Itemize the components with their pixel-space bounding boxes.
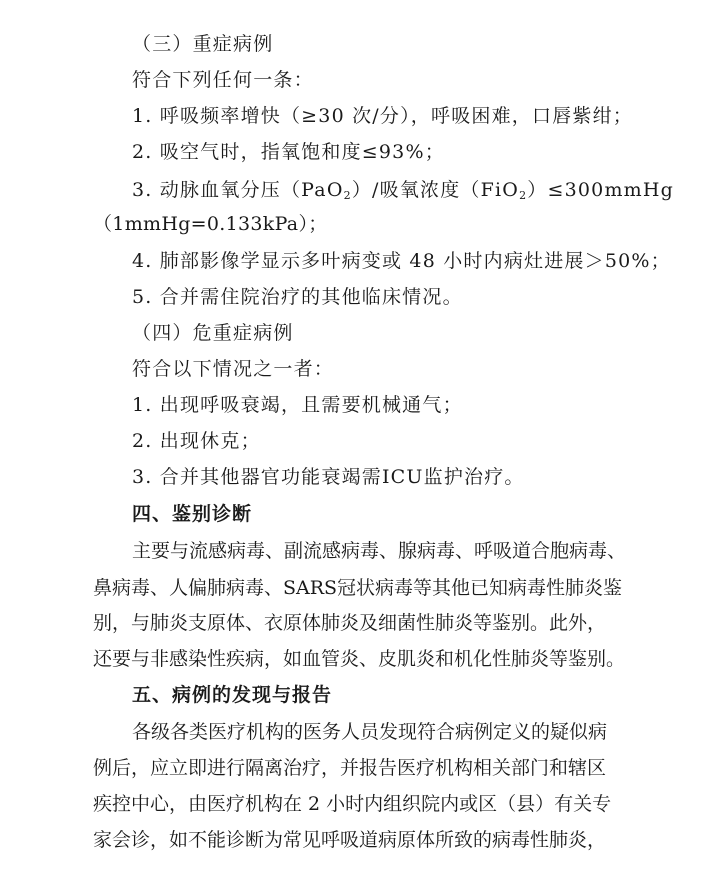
severe-item-3-continued: （1mmHg=0.133kPa）； — [93, 213, 328, 235]
differential-line-3: 别，与肺炎支原体、衣原体肺炎及细菌性肺炎等鉴别。此外， — [93, 612, 607, 634]
section-heading-reporting: 五、病例的发现与报告 — [132, 684, 333, 706]
severe-intro: 符合下列任何一条： — [132, 69, 314, 91]
severe-item-4: 4. 肺部影像学显示多叶病变或 48 小时内病灶进展＞50%； — [132, 250, 671, 272]
severe-item-3-mid: ）/吸氧浓度（FiO — [351, 179, 520, 201]
critical-item-2: 2. 出现休克； — [132, 430, 261, 452]
severe-item-3-start: 3. 动脉血氧分压（PaO — [132, 179, 344, 201]
subscript-2: 2 — [519, 189, 528, 202]
reporting-line-3: 疾控中心，由医疗机构在 2 小时内组织院内或区（县）有关专 — [93, 793, 612, 815]
reporting-line-2: 例后，应立即进行隔离治疗，并报告医疗机构相关部门和辖区 — [93, 757, 607, 779]
severe-item-1: 1. 呼吸频率增快（≥30 次/分），呼吸困难，口唇紫绀； — [132, 105, 634, 127]
severe-item-3 — [0, 172, 711, 208]
section-heading-critical: （四）危重症病例 — [132, 322, 294, 344]
reporting-line-1: 各级各类医疗机构的医务人员发现符合病例定义的疑似病 — [132, 721, 608, 743]
critical-item-1: 1. 出现呼吸衰竭，且需要机械通气； — [132, 394, 463, 416]
critical-intro: 符合以下情况之一者： — [132, 358, 335, 380]
differential-line-2: 鼻病毒、人偏肺病毒、SARS冠状病毒等其他已知病毒性肺炎鉴 — [93, 577, 623, 599]
differential-line-4: 还要与非感染性疾病，如血管炎、皮肌炎和机化性肺炎等鉴别。 — [93, 648, 626, 670]
critical-item-3: 3. 合并其他器官功能衰竭需ICU监护治疗。 — [132, 466, 525, 488]
reporting-line-4: 家会诊，如不能诊断为常见呼吸道病原体所致的病毒性肺炎， — [93, 829, 607, 851]
subscript-2: 2 — [343, 189, 352, 202]
severe-item-5: 5. 合并需住院治疗的其他临床情况。 — [132, 286, 463, 308]
severe-item-3-end: ）≤300mmHg — [527, 179, 675, 201]
differential-line-1: 主要与流感病毒、副流感病毒、腺病毒、呼吸道合胞病毒、 — [132, 540, 627, 562]
section-heading-differential: 四、鉴别诊断 — [132, 503, 253, 525]
section-heading-severe: （三）重症病例 — [132, 33, 274, 55]
severe-item-2: 2. 吸空气时，指氧饱和度≤93%； — [132, 141, 445, 163]
